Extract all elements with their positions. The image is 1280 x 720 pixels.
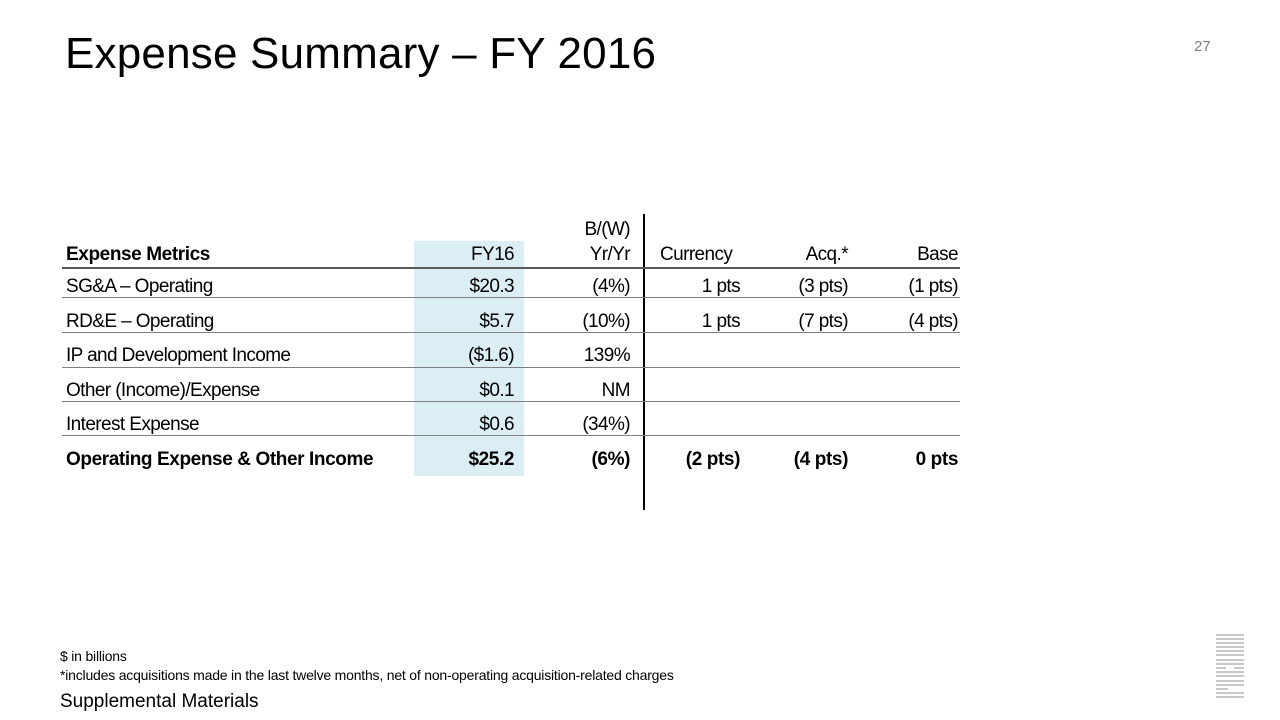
ibm-logo-icon bbox=[1216, 634, 1244, 698]
row-currency: 1 pts bbox=[701, 276, 740, 297]
row-acq: (4 pts) bbox=[793, 449, 848, 470]
row-acq: (3 pts) bbox=[798, 276, 848, 297]
header-fy16: FY16 bbox=[470, 244, 514, 265]
supplemental-materials: Supplemental Materials bbox=[60, 691, 259, 712]
header-acq: Acq.* bbox=[805, 244, 848, 265]
row-rule bbox=[62, 401, 960, 402]
row-yr-yr: (6%) bbox=[591, 449, 630, 470]
row-rule bbox=[62, 332, 960, 333]
row-metric: Interest Expense bbox=[66, 414, 199, 435]
row-metric: SG&A – Operating bbox=[66, 276, 213, 297]
row-rule bbox=[62, 435, 960, 436]
slide-title: Expense Summary – FY 2016 bbox=[65, 29, 657, 78]
row-acq: (7 pts) bbox=[798, 311, 848, 332]
currency-divider-line bbox=[643, 214, 645, 510]
header-yr-yr: Yr/Yr bbox=[589, 244, 630, 265]
page-number: 27 bbox=[1194, 38, 1211, 55]
header-bw: B/(W) bbox=[584, 219, 630, 240]
row-fy16: ($1.6) bbox=[467, 345, 514, 366]
row-currency: (2 pts) bbox=[685, 449, 740, 470]
row-fy16: $20.3 bbox=[469, 276, 514, 297]
header-rule bbox=[62, 267, 960, 269]
row-currency: 1 pts bbox=[701, 311, 740, 332]
row-yr-yr: NM bbox=[601, 380, 630, 401]
row-fy16: $0.6 bbox=[479, 414, 514, 435]
row-rule bbox=[62, 367, 960, 368]
row-yr-yr: (10%) bbox=[582, 311, 630, 332]
row-metric: Other (Income)/Expense bbox=[66, 380, 260, 401]
row-yr-yr: (4%) bbox=[592, 276, 630, 297]
row-base: (1 pts) bbox=[908, 276, 958, 297]
row-metric: IP and Development Income bbox=[66, 345, 291, 366]
footnote-acquisitions: *includes acquisitions made in the last twelve months, net of non-operating acquisition-related charges bbox=[60, 667, 674, 683]
row-yr-yr: (34%) bbox=[582, 414, 630, 435]
header-expense-metrics: Expense Metrics bbox=[66, 244, 210, 265]
row-rule bbox=[62, 297, 960, 298]
row-base: 0 pts bbox=[915, 449, 958, 470]
row-metric: Operating Expense & Other Income bbox=[66, 449, 374, 470]
row-fy16: $0.1 bbox=[479, 380, 514, 401]
row-fy16: $25.2 bbox=[468, 449, 514, 470]
header-base: Base bbox=[917, 244, 958, 265]
row-base: (4 pts) bbox=[908, 311, 958, 332]
row-metric: RD&E – Operating bbox=[66, 311, 214, 332]
row-fy16: $5.7 bbox=[479, 311, 514, 332]
row-yr-yr: 139% bbox=[583, 345, 630, 366]
header-currency: Currency bbox=[660, 244, 733, 265]
footnote-units: $ in billions bbox=[60, 648, 127, 664]
